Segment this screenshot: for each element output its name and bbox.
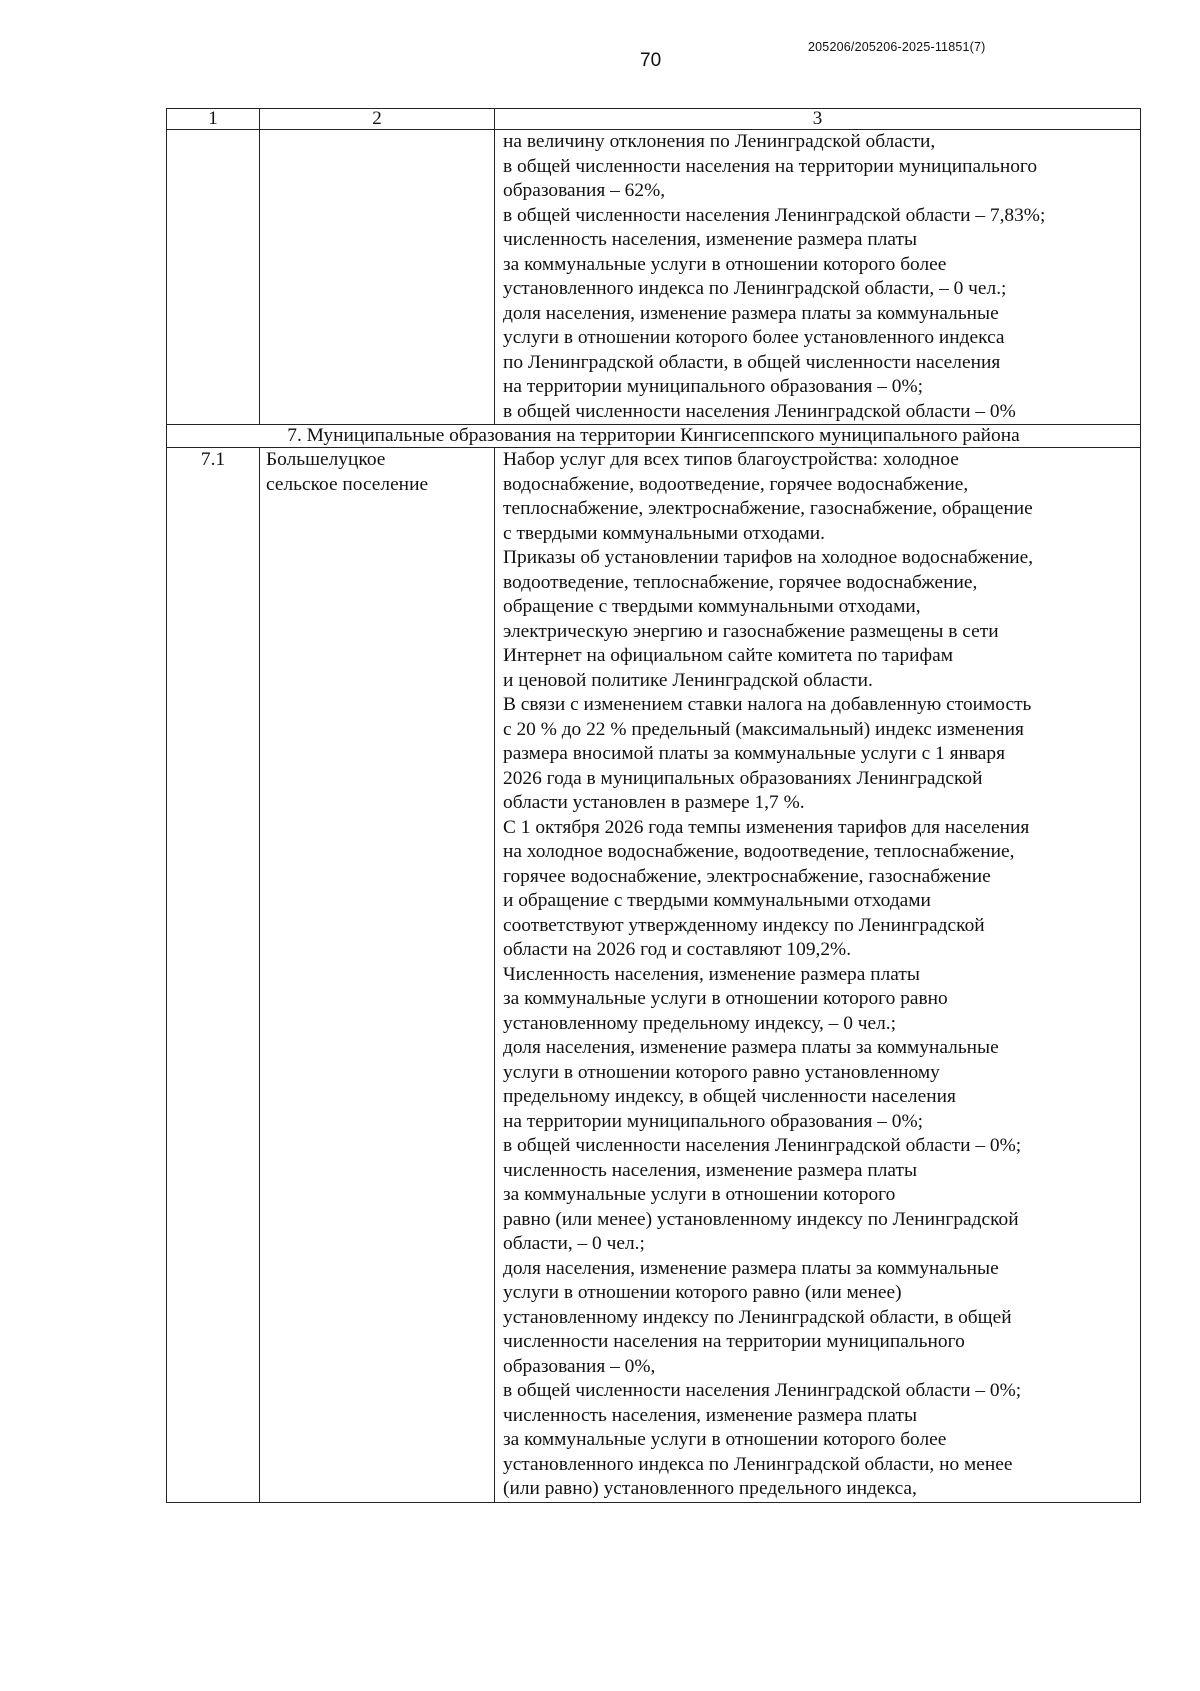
text-line: в общей численности населения Ленинградской области – 0%; bbox=[503, 1135, 1022, 1156]
text-line: на территории муниципального образования – 0%; bbox=[503, 1110, 924, 1132]
text-line: численности населения на территории муниципального bbox=[503, 1331, 965, 1352]
text-line: за коммунальные услуги в отношении которого более bbox=[503, 1429, 947, 1450]
text-line: с твердыми коммунальными отходами. bbox=[503, 522, 825, 544]
text-line: обращение с твердыми коммунальными отходами, bbox=[503, 596, 921, 617]
text-line: Численность населения, изменение размера платы bbox=[503, 963, 920, 985]
text-line: установленному индексу по Ленинградской области, в общей bbox=[503, 1306, 1012, 1328]
text-line: В связи с изменением ставки налога на добавленную стоимость bbox=[503, 694, 1032, 715]
text-line: водоснабжение, водоотведение, горячее водоснабжение, bbox=[503, 473, 969, 495]
text-line: услуги в отношении которого равно (или менее) bbox=[503, 1282, 902, 1303]
text-line: области установлен в размере 1,7 %. bbox=[503, 792, 805, 813]
text-line: образования – 62%, bbox=[503, 180, 666, 201]
text-line: установленного индекса по Ленинградской области, но менее bbox=[503, 1453, 1013, 1475]
text-line: водоотведение, теплоснабжение, горячее водоснабжение, bbox=[503, 571, 978, 593]
text-line: численность населения, изменение размера платы bbox=[503, 1404, 918, 1426]
text-line: и обращение с твердыми коммунальными отходами bbox=[503, 890, 931, 911]
text-line: услуги в отношении которого более установленного индекса bbox=[503, 327, 1005, 348]
text-line: в общей численности населения Ленинградской области – 7,83%; bbox=[503, 204, 1046, 226]
row-number: 7.1 bbox=[167, 448, 260, 1503]
text-line: услуги в отношении которого равно установленному bbox=[503, 1061, 940, 1083]
text-line: области, – 0 чел.; bbox=[503, 1233, 645, 1254]
text-line: с 20 % до 22 % предельный (максимальный) индекс изменения bbox=[503, 718, 1024, 740]
text-line: области на 2026 год и составляют 109,2%. bbox=[503, 939, 852, 960]
text-line: численность населения, изменение размера платы bbox=[503, 229, 918, 250]
continuation-row bbox=[167, 130, 1141, 425]
text-line: образования – 0%, bbox=[503, 1355, 656, 1377]
document-id: 205206/205206-2025-11851(7) bbox=[808, 40, 986, 54]
text-line: 2026 года в муниципальных образованиях Ленинградской bbox=[503, 767, 983, 789]
text-line: теплоснабжение, электроснабжение, газоснабжение, обращение bbox=[503, 498, 1033, 519]
row-description-cell bbox=[495, 448, 1141, 1503]
text-line: (или равно) установленного предельного индекса, bbox=[503, 1478, 917, 1499]
text-line: за коммунальные услуги в отношении которого bbox=[503, 1184, 896, 1205]
table-row bbox=[167, 448, 1141, 1503]
section-title: 7. Муниципальные образования на территории Кингисеппского муниципального района bbox=[167, 425, 1141, 448]
text-line: доля населения, изменение размера платы за коммунальные bbox=[503, 302, 999, 324]
continuation-name-cell bbox=[260, 130, 495, 425]
text-line: на холодное водоснабжение, водоотведение, теплоснабжение, bbox=[503, 841, 1015, 862]
municipality-name-line: сельское поселение bbox=[266, 473, 429, 495]
header-col-3: 3 bbox=[495, 109, 1141, 130]
text-line: по Ленинградской области, в общей численности населения bbox=[503, 351, 1001, 373]
tariff-table bbox=[166, 108, 1141, 1503]
header-col-1: 1 bbox=[167, 109, 260, 130]
text-line: за коммунальные услуги в отношении которого более bbox=[503, 253, 947, 275]
text-line: и ценовой политике Ленинградской области. bbox=[503, 669, 873, 691]
text-line: соответствуют утвержденному индексу по Ленинградской bbox=[503, 914, 985, 936]
text-line: численность населения, изменение размера платы bbox=[503, 1159, 918, 1181]
continuation-number-cell bbox=[167, 130, 260, 425]
municipality-name-line: Большелуцкое bbox=[266, 449, 386, 470]
text-line: доля населения, изменение размера платы за коммунальные bbox=[503, 1037, 999, 1058]
page-number: 70 bbox=[640, 50, 662, 71]
text-line: равно (или менее) установленному индексу по Ленинградской bbox=[503, 1208, 1019, 1230]
continuation-text-cell bbox=[495, 130, 1141, 425]
text-line: в общей численности населения на территории муниципального bbox=[503, 155, 1038, 177]
text-line: размера вносимой платы за коммунальные услуги с 1 января bbox=[503, 743, 1006, 764]
text-line: за коммунальные услуги в отношении которого равно bbox=[503, 988, 948, 1009]
text-line: Набор услуг для всех типов благоустройства: холодное bbox=[503, 449, 959, 470]
text-line: доля населения, изменение размера платы за коммунальные bbox=[503, 1257, 999, 1279]
text-line: С 1 октября 2026 года темпы изменения тарифов для населения bbox=[503, 816, 1030, 838]
text-line: в общей численности населения Ленинградской области – 0% bbox=[503, 400, 1016, 422]
text-line: предельному индексу, в общей численности населения bbox=[503, 1086, 956, 1107]
text-line: на величину отклонения по Ленинградской области, bbox=[503, 131, 936, 152]
section-row bbox=[167, 425, 1141, 448]
text-line: горячее водоснабжение, электроснабжение, газоснабжение bbox=[503, 865, 991, 887]
text-line: установленному предельному индексу, – 0 чел.; bbox=[503, 1012, 897, 1034]
header-col-2: 2 bbox=[260, 109, 495, 130]
text-line: Приказы об установлении тарифов на холодное водоснабжение, bbox=[503, 547, 1034, 568]
municipality-name-cell bbox=[260, 448, 495, 1503]
text-line: на территории муниципального образования – 0%; bbox=[503, 376, 924, 397]
text-line: в общей численности населения Ленинградской области – 0%; bbox=[503, 1380, 1022, 1401]
text-line: установленного индекса по Ленинградской области, – 0 чел.; bbox=[503, 278, 1007, 299]
table-header-row bbox=[167, 109, 1141, 130]
text-line: Интернет на официальном сайте комитета по тарифам bbox=[503, 645, 953, 666]
text-line: электрическую энергию и газоснабжение размещены в сети bbox=[503, 620, 999, 642]
